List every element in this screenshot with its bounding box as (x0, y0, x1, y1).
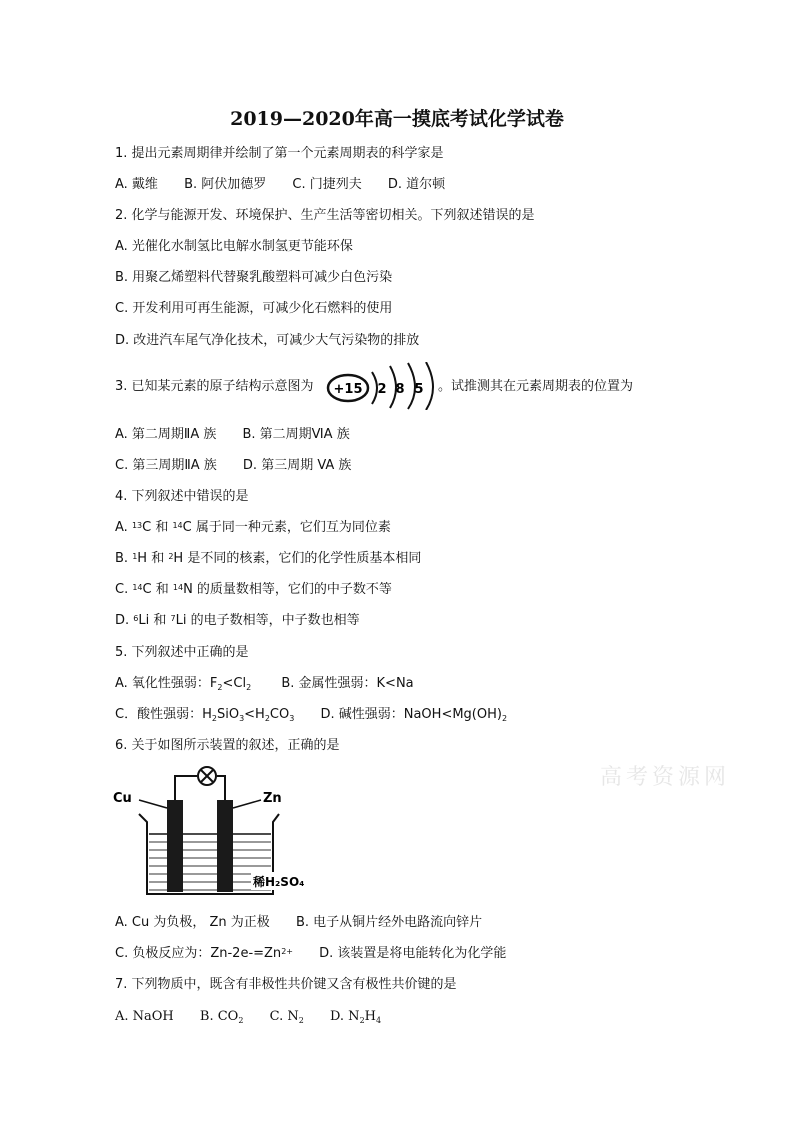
shell-2-electrons: 8 (395, 382, 405, 397)
q2-option-b: B. 用聚乙烯塑料代替聚乳酸塑料可减少白色污染 (115, 270, 393, 285)
q6-options-row-1 (115, 913, 504, 933)
electrode-label-zn: Zn (263, 791, 282, 806)
question-3-stem-before: 3. 已知某元素的原子结构示意图为 (115, 379, 314, 394)
q7-option-d: D. $N_2H_4$ (329, 1009, 382, 1025)
q1-option-d: D. 道尔顿 (387, 177, 446, 192)
q2-option-c: C. 开发利用可再生能源，可减少化石燃料的使用 (115, 301, 393, 316)
atomic-structure-diagram (326, 362, 438, 410)
q1-option-b: B. 阿伏加德罗 (184, 177, 267, 192)
q5-option-c: C．酸性强弱：$H_2SiO_3<H_2CO_3$ (115, 707, 295, 723)
q4-option-b: B. $^1$H 和 $^2$H 是不同的核素，它们的化学性质基本相同 (115, 551, 422, 566)
q5-option-a: A. 氧化性强弱：$F_2<Cl_2$ (115, 676, 252, 692)
watermark: 高考资源网 (600, 765, 731, 790)
q4-option-a: A. $^{13}$C 和 $^{14}$C 属于同一种元素，它们互为同位素 (115, 520, 391, 535)
q6-option-a: A. Cu 为负极， Zn 为正极 (115, 915, 270, 930)
q1-option-a: A. 戴维 (115, 177, 158, 192)
shell-1-electrons: 2 (377, 382, 387, 397)
q6-option-d: D. 该装置是将电能转化为化学能 (319, 946, 507, 961)
q1-option-c: C. 门捷列夫 (292, 177, 362, 192)
q3-option-b: B. 第二周期ⅥA 族 (242, 427, 350, 442)
q2-option-a: A. 光催化水制氢比电解水制氢更节能环保 (115, 239, 353, 254)
question-1-options (115, 175, 467, 195)
q3-options-row-2 (115, 456, 373, 476)
question-3-stem-after: 。试推测其在元素周期表的位置为 (438, 379, 634, 394)
page-title: 2019—2020年高一摸底考试化学试卷 (230, 108, 564, 130)
galvanic-cell-diagram (113, 762, 323, 900)
q4-option-d: D. $^6$Li 和 $^7$Li 的电子数相等，中子数也相等 (115, 613, 360, 628)
question-5-stem: 5. 下列叙述中正确的是 (115, 645, 249, 660)
q3-option-a: A. 第二周期ⅡA 族 (115, 427, 217, 442)
q5-options-row-2 (115, 705, 529, 726)
q6-option-b: B. 电子从铜片经外电路流向锌片 (295, 915, 483, 930)
q7-option-a: A. NaOH (115, 1009, 174, 1024)
electrolyte-label: 稀H₂SO₄ (253, 875, 305, 889)
question-2-stem: 2. 化学与能源开发、环境保护、生产生活等密切相关。下列叙述错误的是 (115, 208, 535, 223)
q5-option-d: D. 碱性强弱：$NaOH<Mg(OH)_2$ (320, 707, 508, 723)
question-1-stem: 1. 提出元素周期律并绘制了第一个元素周期表的科学家是 (115, 146, 444, 161)
q4-option-c: C. $^{14}$C 和 $^{14}$N 的质量数相等，它们的中子数不等 (115, 582, 392, 597)
electrode-label-cu: Cu (113, 791, 132, 806)
q5-options-row-1 (115, 674, 436, 695)
q2-option-d: D. 改进汽车尾气净化技术，可减少大气污染物的排放 (115, 333, 420, 348)
q3-options-row-1 (115, 425, 372, 445)
question-6-stem: 6. 关于如图所示装置的叙述，正确的是 (115, 738, 340, 753)
q7-option-b: B. $CO_2$ (199, 1009, 244, 1025)
q6-options-row-2 (115, 944, 528, 964)
q3-option-d: D. 第三周期 VA 族 (242, 458, 352, 473)
q6-option-c: C. 负极反应为：$Zn-2e-=Zn^{2+}$ (115, 946, 293, 961)
shell-3-electrons: 5 (414, 382, 424, 397)
q5-option-b: B. 金属性强弱：K<Na (281, 676, 414, 691)
question-7-stem: 7. 下列物质中，既含有非极性共价键又含有极性共价键的是 (115, 977, 457, 992)
q7-option-c: C. $N_2$ (269, 1009, 304, 1025)
q3-option-c: C. 第三周期ⅡA 族 (115, 458, 217, 473)
q7-options (115, 1007, 403, 1028)
nucleus-charge: +15 (333, 382, 363, 397)
question-4-stem: 4. 下列叙述中错误的是 (115, 489, 249, 504)
